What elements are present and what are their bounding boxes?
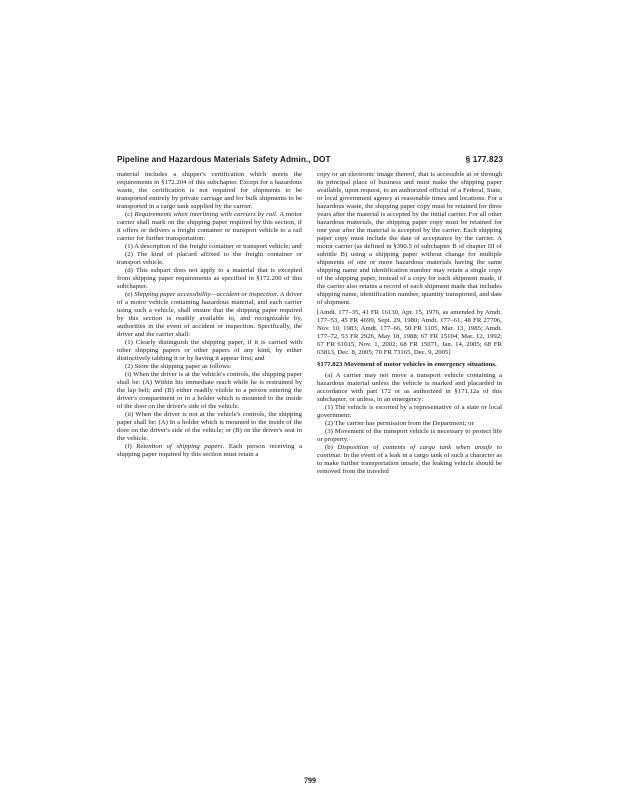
paragraph: (i) When the driver is at the vehicle's controls, the shipping paper shall be: (A) Within his immediate reach while he is restrained by the lap belt; and (B) either readily visible to a person entering the driver's compartment or in a holder which is mounted to the inside of the door on the driver's side of the vehicle. xyxy=(117,371,302,410)
section-number: § 177.823 xyxy=(465,155,503,164)
paragraph: copy or an electronic image thereof, that is accessible at or through its principal place of business and must make the shipping paper available, upon request, to an authorized official of a Federal, State, or local government agency at reasonable times and locations. For a hazardous waste, the shipping paper copy must be retained for three years after the material is accepted by the initial carrier. For all other hazardous materials, the shipping paper copy must be retained for one year after the material is accepted by the carrier. Each shipping paper copy must include the date of acceptance by the carrier. A motor carrier (as defined in §390.5 of subchapter B of chapter III of subtitle B) using a shipping paper without change for multiple shipments of one or more hazardous materials having the same shipping name and identification number may retain a single copy of the shipping paper, instead of a copy for each shipment made, if the carrier also retains a record of each shipment made that includes shipping name, identification number, quantity transported, and date of shipment. xyxy=(317,171,502,306)
heading-b: Disposition of contents of cargo tank when unsafe to continue. xyxy=(317,444,502,459)
running-title: Pipeline and Hazardous Materials Safety Admin., DOT xyxy=(117,155,331,164)
paragraph-e-body: A driver of a motor vehicle containing hazardous material, and each carrier using such a vehicle, shall ensure that the shipping paper required by this section is readily available to, and recognizable by, authorities in the event of accident or inspection. Specifically, the driver and the carrier shall: xyxy=(117,291,302,338)
paragraph: (3) Movement of the transport vehicle is necessary to protect life or property. xyxy=(317,428,502,443)
paragraph-f: (f) Retention of shipping papers. Each person receiving a shipping paper required by this section must retain a xyxy=(117,443,303,458)
paragraph-c: (c) Requirements when interlining with carriers by rail. A motor carrier shall mark on the shipping paper required by this section, if it offers or delivers a freight container or transport vehicle to a rail carrier for further transportation: xyxy=(117,211,302,242)
page-number: 799 xyxy=(304,776,316,785)
paragraph: (1) A description of the freight container or transport vehicle; and xyxy=(125,243,302,250)
paragraph: (a) A carrier may not move a transport vehicle containing a hazardous material unless the vehicle is marked and placarded in accordance with part 172 or as authorized in §171.12a of this subchapter, or unless, in an emergency: xyxy=(317,372,502,403)
heading-e: Shipping paper accessibility—accident or inspection. xyxy=(134,291,279,298)
paragraph-f-body: Each person receiving a shipping paper required by this section must retain a xyxy=(117,443,303,458)
paragraph: (1) The vehicle is escorted by a representative of a state or local government; xyxy=(317,404,502,419)
paragraph: (2) Store the shipping paper as follows: xyxy=(125,363,232,370)
amendment-citation: [Amdt. 177–35, 41 FR 16130, Apr. 15, 1976, as amended by Amdt. 177–53, 45 FR 4699, Sept. 29, 1980; Amdt. 177–61, 48 FR 27706, Nov. 10, 1983; Amdt. 177–66, 50 FR 1105, Mar. 13, 1985; Amdt. 177–72, 53 FR 2926, May 18, 1988; 67 FR 15104, Mar. 12, 1992; 67 FR 61015, Nov. 1, 2002; 68 FR 15071, Jan. 14, 2005; 68 FR 63813, Dec. 8, 2005; 70 FR 73165, Dec. 9, 2005] xyxy=(317,309,502,356)
paragraph: (d) This subpart does not apply to a material that is excepted from shipping paper requirements as specified in §172.200 of this subchapter. xyxy=(117,267,302,290)
paragraph: (ii) When the driver is not at the vehicle's controls, the shipping paper shall be: (A) In a holder which is mounted to the inside of the door on the driver's side of the vehicle; or (B) on the driver's seat in the vehicle. xyxy=(117,411,302,442)
heading-c: Requirements when interlining with carriers by rail. xyxy=(134,211,278,218)
heading-f: Retention of shipping papers. xyxy=(136,443,225,450)
left-column xyxy=(117,171,302,459)
paragraph-b: (b) Disposition of contents of cargo tank when unsafe to continue. In the event of a leak in a cargo tank of such a character as to make further transportation unsafe, the leaking vehicle should be removed from the traveled xyxy=(317,444,502,475)
paragraph-e: (e) Shipping paper accessibility—accident or inspection. A driver of a motor vehicle containing hazardous material, and each carrier using such a vehicle, shall ensure that the shipping paper required by this section is readily available to, and recognizable by, authorities in the event of accident or inspection. Specifically, the driver and the carrier shall: xyxy=(117,291,302,338)
running-header xyxy=(117,155,503,164)
right-column xyxy=(317,171,502,476)
paragraph: (1) Clearly distinguish the shipping paper, if it is carried with other shipping papers or other papers of any kind, by either distinctively tabbing it or by having it appear first; and xyxy=(117,339,302,362)
paragraph: (2) The kind of placard affixed to the freight container or transport vehicle. xyxy=(117,251,302,266)
paragraph-c-body: A motor carrier shall mark on the shipping paper required by this section, if it offers or delivers a freight container or transport vehicle to a rail carrier for further transportation: xyxy=(117,211,302,242)
section-heading: §177.823 Movement of motor vehicles in emergency situations. xyxy=(317,361,497,368)
paragraph-b-body: In the event of a leak in a cargo tank of such a character as to make further transportation unsafe, the leaking vehicle should be removed from the traveled xyxy=(317,452,502,475)
paragraph: material includes a shipper's certification which meets the requirements in §172.204 of this subchapter. Except for a hazardous waste, the certification is not required for shipments to be transported entirely by private carriage and for bulk shipments to be transported in a cargo tank supplied by the carrier. xyxy=(117,171,302,210)
paragraph: (2) The carrier has permission from the Department; or xyxy=(325,420,474,427)
